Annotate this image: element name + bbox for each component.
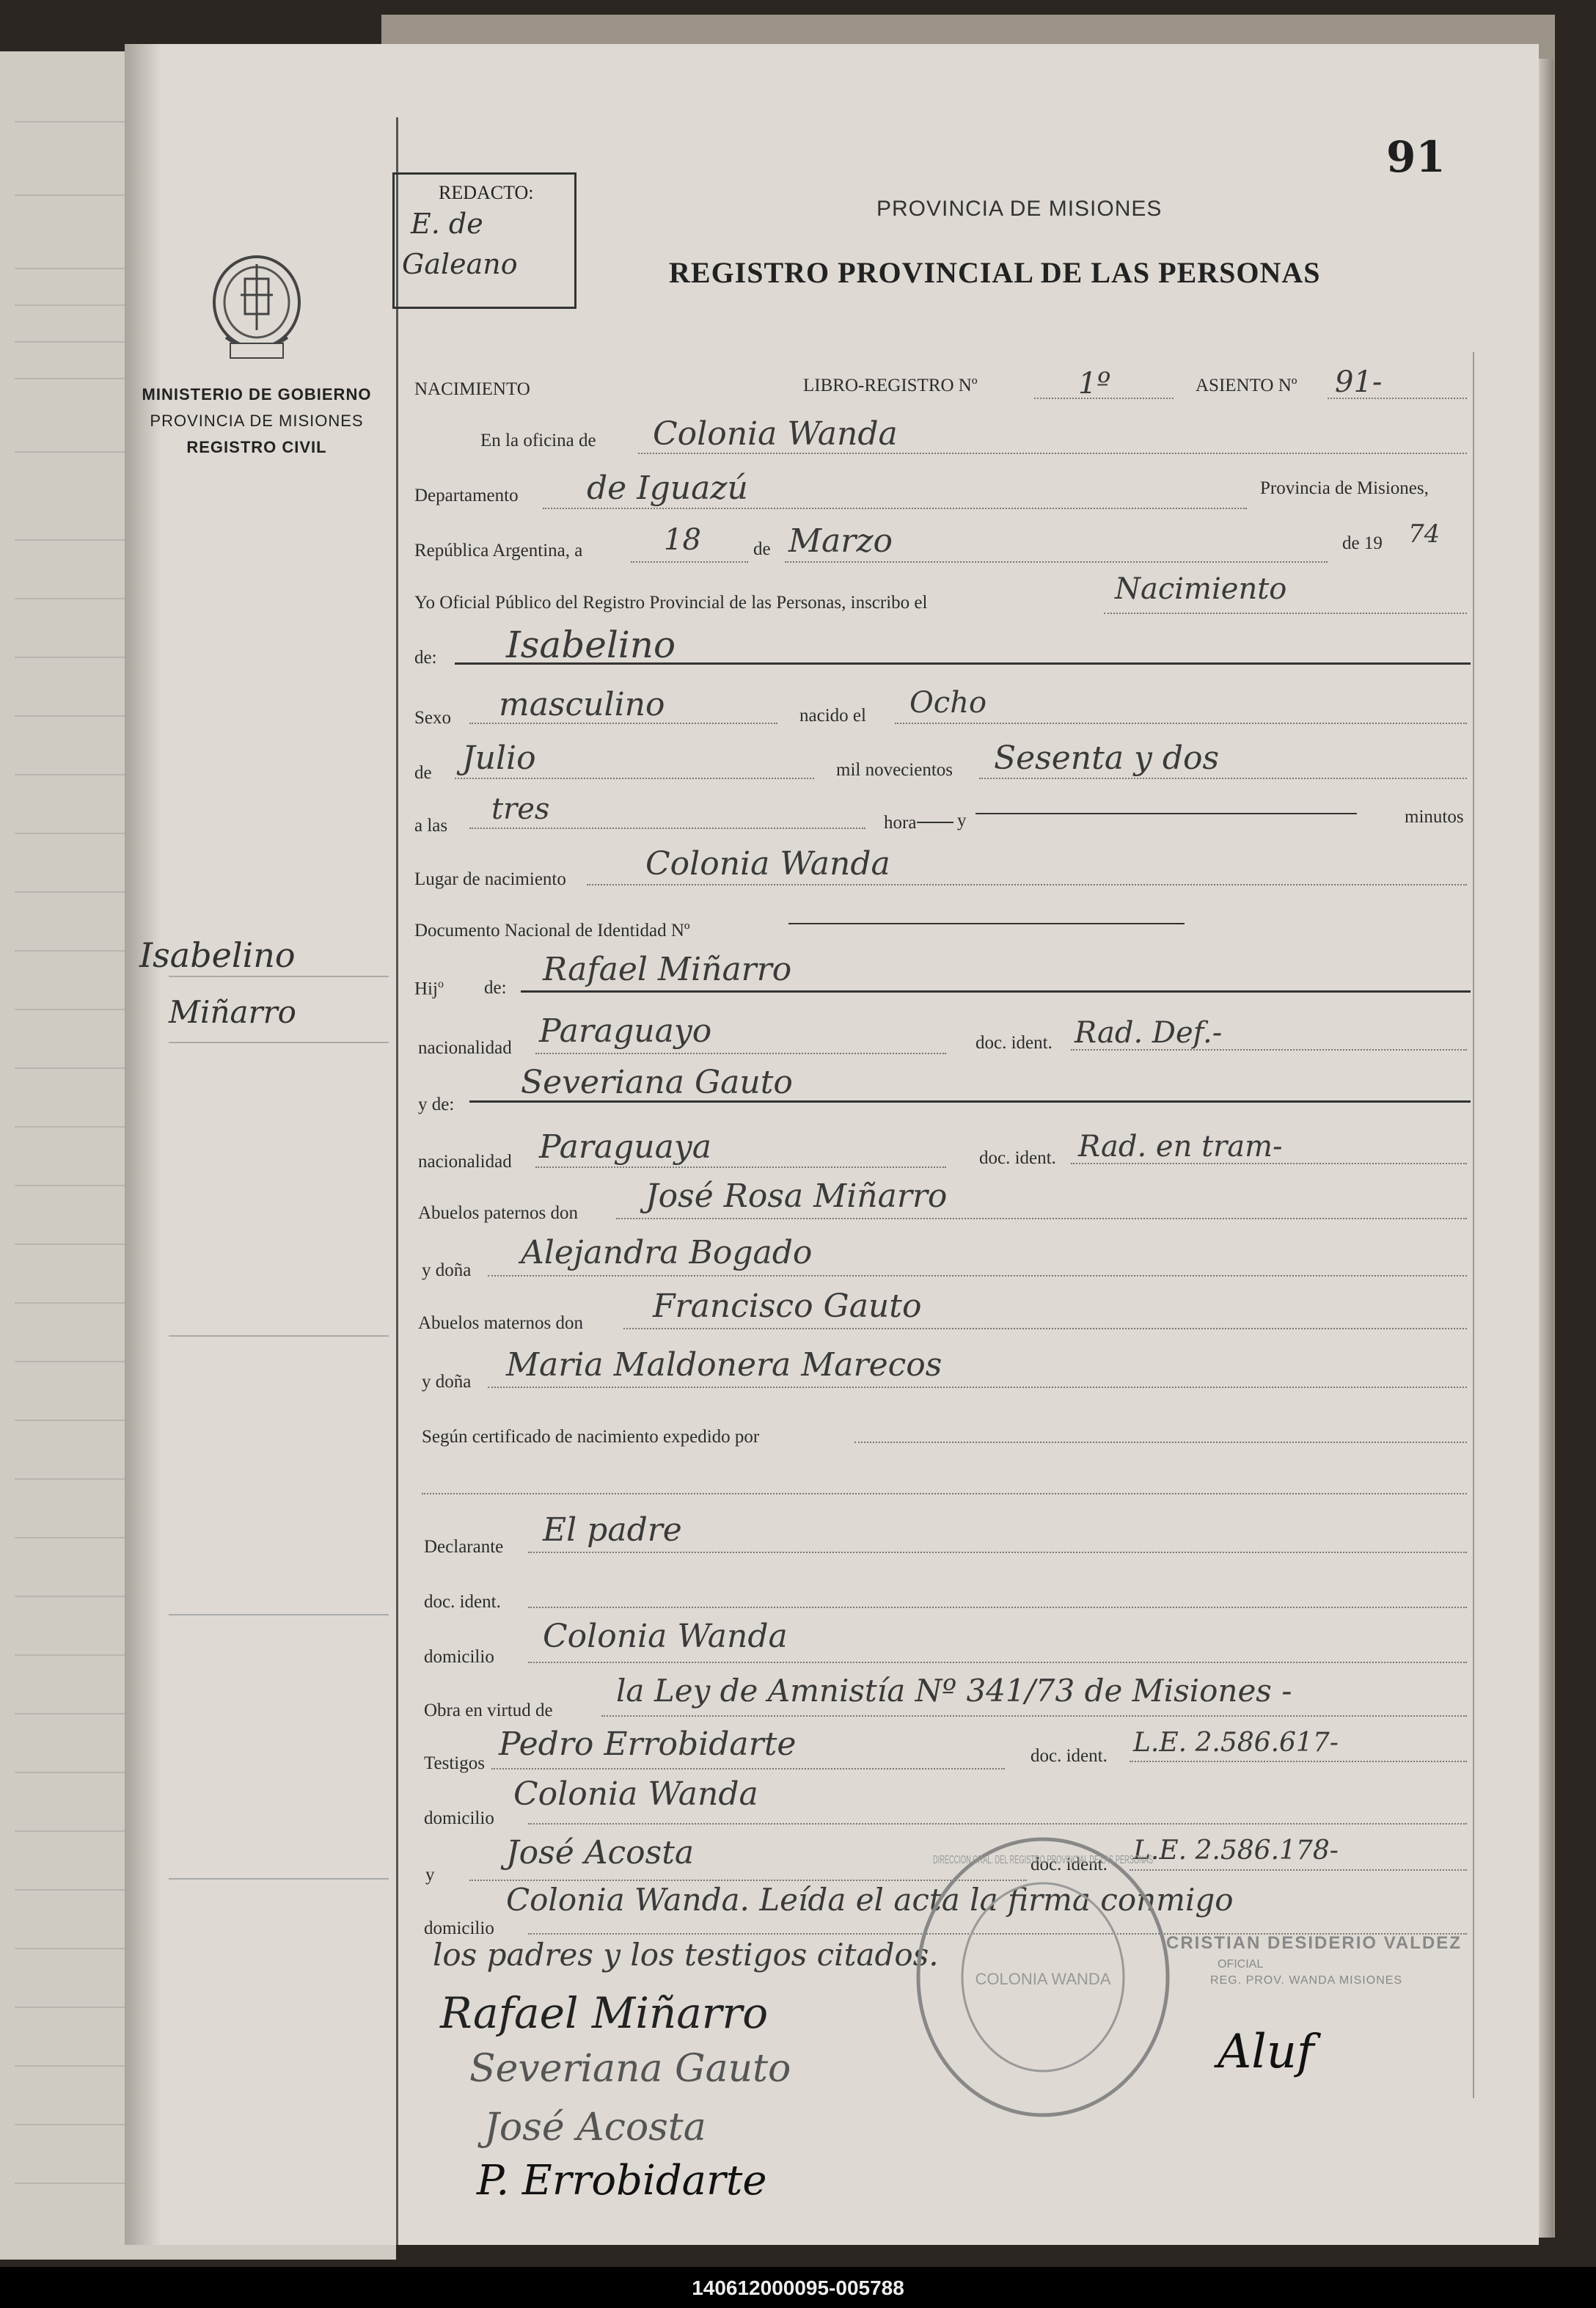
spine-shadow — [125, 44, 161, 2245]
official-name: CRISTIAN DESIDERIO VALDEZ — [1166, 1933, 1462, 1953]
margin-line — [169, 1878, 389, 1880]
y-dona-materna-label: y doña — [422, 1372, 472, 1392]
hijo-label — [414, 978, 444, 999]
abuela-paterna-value: Alejandra Bogado — [521, 1234, 813, 1271]
abuelo-materno-value: Francisco Gauto — [653, 1288, 922, 1325]
doc-testigo2-label: doc. ident. — [1031, 1855, 1108, 1874]
obra-line — [601, 1715, 1467, 1717]
official-seal-stamp — [913, 1834, 1174, 2120]
doc-testigo2-value: L.E. 2.586.178- — [1133, 1836, 1339, 1866]
nacimiento-label: NACIMIENTO — [414, 379, 530, 399]
libro-label: LIBRO-REGISTRO Nº — [803, 376, 978, 395]
nacido-mes-line — [455, 778, 814, 779]
segun-label: Según certificado de nacimiento expedido por — [422, 1427, 760, 1447]
redacto-initial: E. de — [411, 208, 483, 240]
domicilio-testigo2-value: Colonia Wanda. Leída el acta la firma conmigo — [506, 1882, 1234, 1918]
sexo-value: masculino — [499, 686, 665, 723]
year-prefix-label: de 19 — [1342, 533, 1383, 553]
right-border-rule — [1473, 352, 1474, 2098]
hijo-de-label: de: — [484, 978, 507, 998]
y-dona-paterna-label: y doña — [422, 1260, 472, 1280]
nombre-value: Isabelino — [506, 624, 676, 666]
abuela-materna-line — [488, 1387, 1467, 1388]
signature-official: Aluf — [1218, 2025, 1314, 2079]
margin-line — [169, 976, 389, 977]
domicilio-declarante-line — [528, 1662, 1467, 1663]
departamento-value: de Iguazú — [587, 470, 748, 507]
nacido-value: Ocho — [909, 686, 987, 720]
signature-witness-errobidarte: P. Errobidarte — [477, 2157, 767, 2205]
mes-line — [785, 561, 1328, 563]
dia-line — [631, 561, 748, 563]
declarante-label: Declarante — [424, 1537, 504, 1557]
provincia-label: Provincia de Misiones, — [1260, 478, 1429, 498]
signature-father: Rafael Miñarro — [440, 1988, 769, 2038]
domicilio-testigo2-label: domicilio — [424, 1918, 494, 1938]
domicilio-testigo1-line — [528, 1823, 1467, 1825]
header-province: PROVINCIA DE MISIONES — [876, 197, 1163, 221]
page-edge — [1539, 59, 1553, 2238]
republica-label: República Argentina, a — [414, 541, 583, 560]
doc-padre-value: Rad. Def.- — [1075, 1016, 1223, 1050]
lugar-label: Lugar de nacimiento — [414, 869, 566, 889]
nacionalidad-madre-label: nacionalidad — [418, 1152, 512, 1172]
domicilio-declarante-label: domicilio — [424, 1647, 494, 1667]
doc-testigo2-line — [1130, 1869, 1467, 1871]
abuelos-paternos-label: Abuelos paternos don — [418, 1203, 579, 1223]
nacido-mes-value: Julio — [462, 739, 536, 777]
stamp-ring-text: DIRECCION GRAL. DEL REGISTRO PROVINCIAL DE LAS PERSONAS — [933, 1854, 1153, 1866]
margin-line — [169, 1042, 389, 1043]
year-value: 74 — [1408, 519, 1441, 549]
abuela-materna-value: Maria Maldonera Marecos — [506, 1346, 942, 1384]
margin-note-first-name: Isabelino — [139, 935, 296, 975]
ministry-header — [110, 385, 403, 457]
redacto-name: Galeano — [402, 248, 518, 280]
oficina-line — [638, 453, 1467, 454]
declarante-value: El padre — [543, 1511, 682, 1549]
ministry-province-line: PROVINCIA DE MISIONES — [150, 412, 364, 430]
y-de-label: y de: — [418, 1095, 455, 1114]
oficina-value: Colonia Wanda — [653, 415, 898, 453]
de-label: de — [753, 539, 771, 559]
domicilio-testigo1-label: domicilio — [424, 1808, 494, 1828]
y-label: y — [957, 811, 967, 830]
mil-label: mil novecientos — [836, 760, 953, 780]
hijo-prefix: Hij — [414, 979, 438, 999]
sexo-label: Sexo — [414, 708, 451, 728]
nacionalidad-madre-line — [535, 1166, 946, 1168]
obra-label: Obra en virtud de — [424, 1701, 553, 1720]
testigos-label: Testigos — [424, 1753, 485, 1773]
abuelos-maternos-label: Abuelos maternos don — [418, 1313, 583, 1333]
abuelo-materno-line — [623, 1328, 1467, 1329]
documento-line — [788, 923, 1185, 924]
padre-line — [521, 990, 1471, 993]
lugar-line — [587, 884, 1467, 885]
y-testigo2-label: y — [425, 1865, 435, 1885]
header-registry: REGISTRO PROVINCIAL DE LAS PERSONAS — [669, 256, 1321, 289]
mil-value: Sesenta y dos — [994, 739, 1220, 777]
segun-line — [854, 1442, 1467, 1443]
asiento-label: ASIENTO Nº — [1196, 376, 1297, 395]
departamento-line — [543, 508, 1247, 509]
segun-line-2 — [422, 1493, 1467, 1494]
mes-value: Marzo — [788, 522, 893, 560]
padre-value: Rafael Miñarro — [543, 951, 792, 988]
obra-value: la Ley de Amnistía Nº 341/73 de Misiones - — [616, 1673, 1292, 1709]
abuelo-paterno-value: José Rosa Miñarro — [645, 1177, 948, 1215]
ministry-registry-line: REGISTRO CIVIL — [186, 438, 327, 456]
asiento-value: 91- — [1335, 365, 1383, 399]
libro-value: 1º — [1078, 367, 1111, 401]
doc-ident-label: doc. ident. — [424, 1592, 501, 1612]
closing-text: los padres y los testigos citados. — [433, 1937, 939, 1973]
nacido-label: nacido el — [799, 706, 866, 726]
nacionalidad-padre-label: nacionalidad — [418, 1038, 512, 1058]
oficial-label: Yo Oficial Público del Registro Provincial de las Personas, inscribo el — [414, 593, 928, 613]
abuelo-paterno-line — [616, 1218, 1467, 1219]
signature-mother: Severiana Gauto — [469, 2047, 791, 2091]
doc-testigo1-value: L.E. 2.586.617- — [1133, 1728, 1339, 1758]
nacionalidad-padre-value: Paraguayo — [539, 1012, 712, 1050]
documento-label: Documento Nacional de Identidad Nº — [414, 921, 690, 941]
footer-image-id: 140612000095-005788 — [692, 2276, 904, 2299]
page-number: 91 — [1386, 132, 1446, 182]
nombre-de-label: de: — [414, 648, 437, 668]
doc-padre-label: doc. ident. — [975, 1033, 1053, 1053]
nacido-line — [895, 723, 1467, 724]
doc-madre-value: Rad. en tram- — [1078, 1130, 1283, 1164]
lugar-value: Colonia Wanda — [645, 845, 890, 883]
nacionalidad-padre-line — [535, 1053, 946, 1054]
margin-note-surname: Miñarro — [169, 994, 296, 1030]
doc-madre-label: doc. ident. — [979, 1148, 1056, 1168]
testigo1-line — [491, 1768, 1005, 1770]
testigo1-value: Pedro Errobidarte — [499, 1725, 797, 1763]
testigo2-value: José Acosta — [506, 1834, 695, 1871]
official-name-stamp — [1166, 1933, 1504, 1987]
inscribo-line — [1104, 613, 1467, 614]
hora-label: hora — [884, 813, 917, 833]
doc-testigo1-line — [1130, 1761, 1467, 1762]
hora-line — [469, 828, 865, 829]
nacido-mes-de-label: de — [414, 763, 432, 783]
inscribo-value: Nacimiento — [1115, 572, 1287, 606]
hora-dash — [917, 822, 953, 823]
domicilio-testigo1-value: Colonia Wanda — [513, 1775, 758, 1813]
dia-value: 18 — [664, 523, 701, 557]
official-role: OFICIAL — [1218, 1958, 1264, 1971]
redacto-label: REDACTO: — [439, 182, 534, 203]
a-las-label: a las — [414, 816, 448, 836]
minutos-dash — [975, 813, 1357, 814]
departamento-label: Departamento — [414, 486, 519, 505]
hora-value: tres — [491, 792, 550, 826]
doc-ident-line — [528, 1607, 1467, 1608]
ministry-line: MINISTERIO DE GOBIERNO — [142, 385, 372, 403]
oficina-label: En la oficina de — [480, 431, 596, 450]
mil-line — [979, 778, 1467, 779]
madre-value: Severiana Gauto — [521, 1064, 793, 1101]
stamp-center-text: COLONIA WANDA — [975, 1970, 1111, 1988]
margin-line — [169, 1614, 389, 1615]
declarante-line — [528, 1552, 1467, 1553]
redacto-box — [392, 172, 576, 309]
misiones-coat-of-arms-icon — [204, 249, 310, 367]
abuela-paterna-line — [488, 1275, 1467, 1277]
signature-witness-acosta: José Acosta — [484, 2106, 706, 2150]
doc-testigo1-label: doc. ident. — [1031, 1746, 1108, 1766]
nacionalidad-madre-value: Paraguaya — [539, 1128, 711, 1166]
minutos-label: minutos — [1405, 807, 1464, 827]
official-place: REG. PROV. WANDA MISIONES — [1210, 1974, 1403, 1987]
hijo-superscript: o — [437, 978, 444, 990]
margin-line — [169, 1335, 389, 1337]
domicilio-declarante-value: Colonia Wanda — [543, 1618, 788, 1655]
